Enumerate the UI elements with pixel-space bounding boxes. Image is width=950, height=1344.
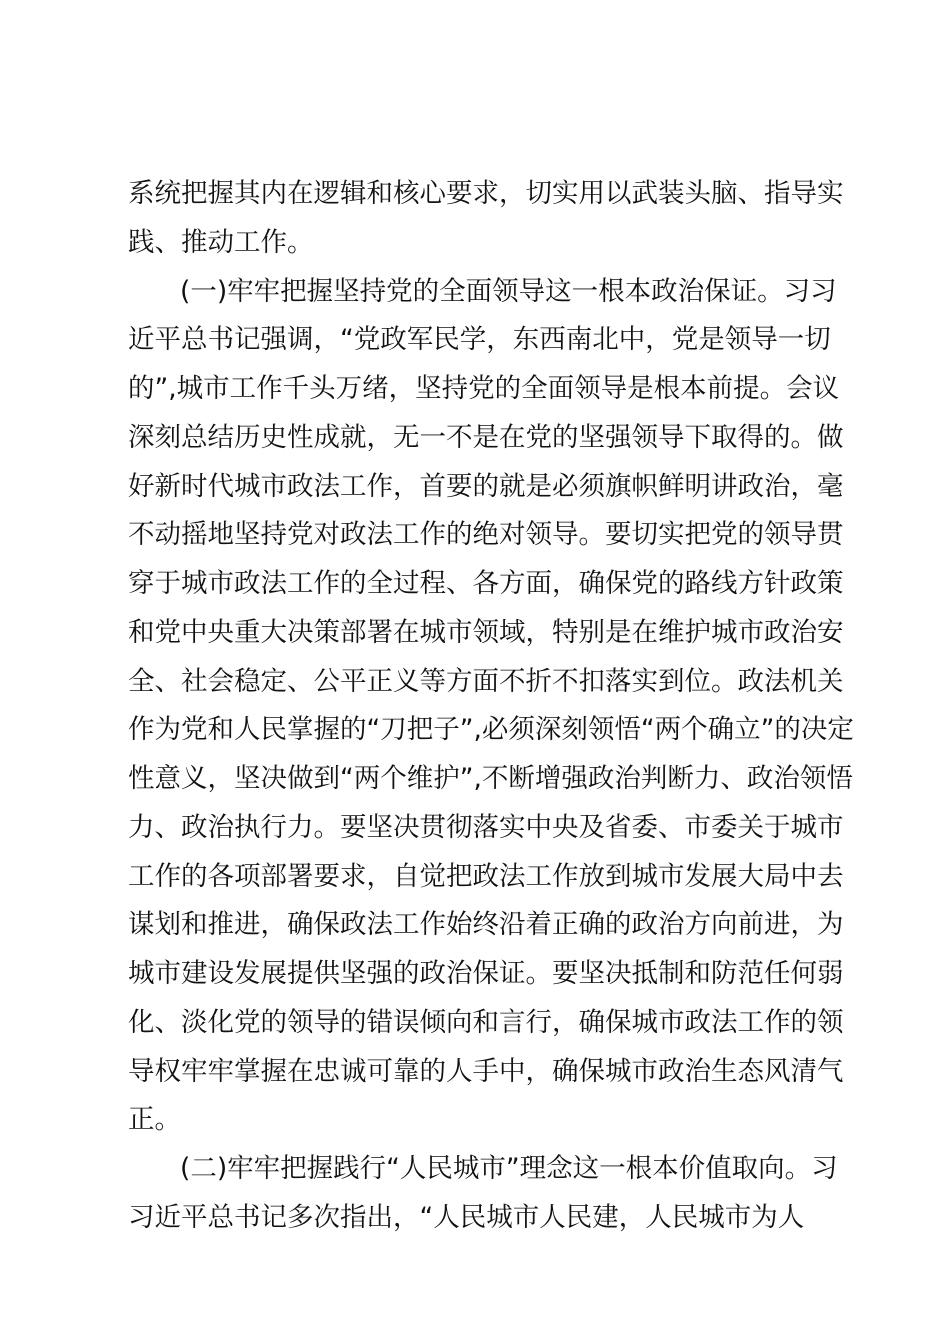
text-line: 好新时代城市政法工作，首要的就是必须旗帜鲜明讲政治，毫 <box>128 470 844 502</box>
text-line: 正。 <box>128 1104 181 1136</box>
body-text <box>128 170 854 1243</box>
text-line: 践、推动工作。 <box>128 226 314 258</box>
text-line: 穿于城市政法工作的全过程、各方面，确保党的路线方针政策 <box>128 568 844 599</box>
text-line: 不动摇地坚持党对政法工作的绝对领导。要切实把党的领导贯 <box>128 519 844 551</box>
section-heading-line: (一)牢牢把握坚持党的全面领导这一根本政治保证。习习 <box>180 275 837 307</box>
text-line: 作为党和人民掌握的“刀把子”,必须深刻领悟“两个确立”的决定 <box>128 714 854 746</box>
text-line: 化、淡化党的领导的错误倾向和言行，确保城市政法工作的领 <box>128 1006 844 1038</box>
text-line: 性意义，坚决做到“两个维护”,不断增强政治判断力、政治领悟 <box>128 763 853 794</box>
text-line: 谋划和推进，确保政法工作始终沿着正确的政治方向前进，为 <box>128 909 844 941</box>
text-line: 全、社会稳定、公平正义等方面不折不扣落实到位。政法机关 <box>128 665 844 697</box>
text-line: 力、政治执行力。要坚决贯彻落实中央及省委、市委关于城市 <box>128 811 844 843</box>
section-heading-line: (二)牢牢把握践行“人民城市”理念这一根本价值取向。习 <box>180 1153 838 1184</box>
text-line: 近平总书记强调，“党政军民学，东西南北中，党是领导一切 <box>128 324 831 356</box>
text-line: 和党中央重大决策部署在城市领域，特别是在维护城市政治安 <box>128 616 844 648</box>
text-line: 导权牢牢掌握在忠诚可靠的人手中，确保城市政治生态风清气 <box>128 1055 844 1087</box>
text-line: 城市建设发展提供坚强的政治保证。要坚决抵制和防范任何弱 <box>128 958 844 989</box>
text-line: 习近平总书记多次指出，“人民城市人民建，人民城市为人 <box>128 1201 805 1233</box>
text-line: 的”,城市工作千头万绪，坚持党的全面领导是根本前提。会议 <box>128 373 840 404</box>
text-line: 工作的各项部署要求，自觉把政法工作放到城市发展大局中去 <box>128 860 844 892</box>
text-line: 系统把握其内在逻辑和核心要求，切实用以武装头脑、指导实 <box>128 178 844 209</box>
text-line: 深刻总结历史性成就，无一不是在党的坚强领导下取得的。做 <box>128 421 844 453</box>
